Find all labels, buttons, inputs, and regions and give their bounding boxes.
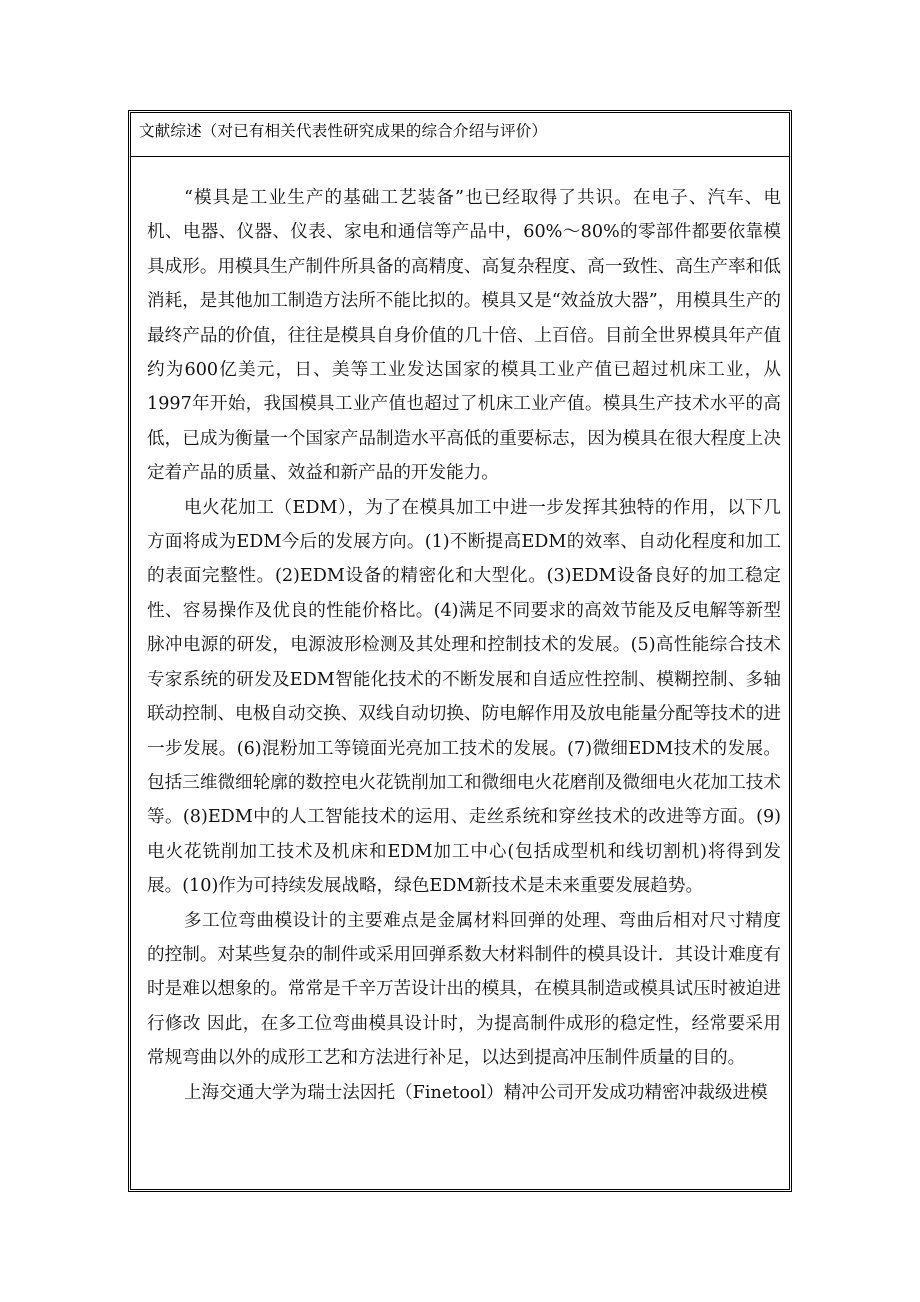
paragraph-mold-importance: “模具是工业生产的基础工艺装备”也已经取得了共识。在电子、汽车、电机、电器、仪器、仪表、家电和通信等产品中，60%～80%的零部件都要依靠模具成形。用模具生产制件所具备的高精度、高复杂程度、高一致性、高生产率和低消耗，是其他加工制造方法所不能比拟的。模具又是“效益放大器”，用模具生产的最终产品的价值，往往是模具自身价值的几十倍、上百倍。目前全世界模具年产值约为600亿美元，日、美等工业发达国家的模具工业产值已超过机床工业，从1997年开始，我国模具工业产值也超过了机床工业产值。模具生产技术水平的高低，已成为衡量一个国家产品制造水平高低的重要标志，因为模具在很大程度上决定着产品的质量、效益和新产品的开发能力。 [147, 188, 781, 484]
paragraph-sjtu-finetool: 上海交通大学为瑞士法因托（Finetool）精冲公司开发成功精密冲裁级进模 [183, 1082, 768, 1103]
body-text [147, 181, 781, 1110]
section-title: 文献综述（对已有相关代表性研究成果的综合介绍与评价） [131, 113, 789, 157]
paragraph-edm-directions: 电火花加工（EDM），为了在模具加工中进一步发挥其独特的作用，以下几方面将成为EDM今后的发展方向。(1)不断提高EDM的效率、自动化程度和加工的表面完整性。(2)EDM设备的精密化和大型化。(3)EDM设备良好的加工稳定性、容易操作及优良的性能价格比。(4)满足不同要求的高效节能及反电解等新型脉冲电源的研发，电源波形检测及其处理和控制技术的发展。(5)高性能综合技术专家系统的研发及EDM智能化技术的不断发展和自适应性控制、模糊控制、多轴联动控制、电极自动交换、双线自动切换、防电解作用及放电能量分配等技术的进一步发展。(6)混粉加工等镜面光亮加工技术的发展。(7)微细EDM技术的发展。包括三维微细轮廓的数控电火花铣削加工和微细电火花磨削及微细电火花加工技术等。(8)EDM中的人工智能技术的运用、走丝系统和穿丝技术的改进等方面。(9)电火花铣削加工技术及机床和EDM加工中心(包括成型机和线切割机)将得到发展。(10)作为可持续发展战略，绿色EDM新技术是未来重要发展趋势。 [147, 497, 781, 897]
literature-review-table [128, 110, 792, 1192]
paragraph-bending-die: 多工位弯曲模设计的主要难点是金属材料回弹的处理、弯曲后相对尺寸精度的控制。对某些复杂的制件或采用回弹系数大材料制件的模具设计．其设计难度有时是难以想象的。常常是千辛万苦设计出的模具，在模具制造或模具试压时被迫进行修改 因此，在多工位弯曲模具设计时，为提高制件成形的稳定性，经常要采用常规弯曲以外的成形工艺和方法进行补足，以达到提高冲压制件质量的目的。 [147, 910, 781, 1069]
